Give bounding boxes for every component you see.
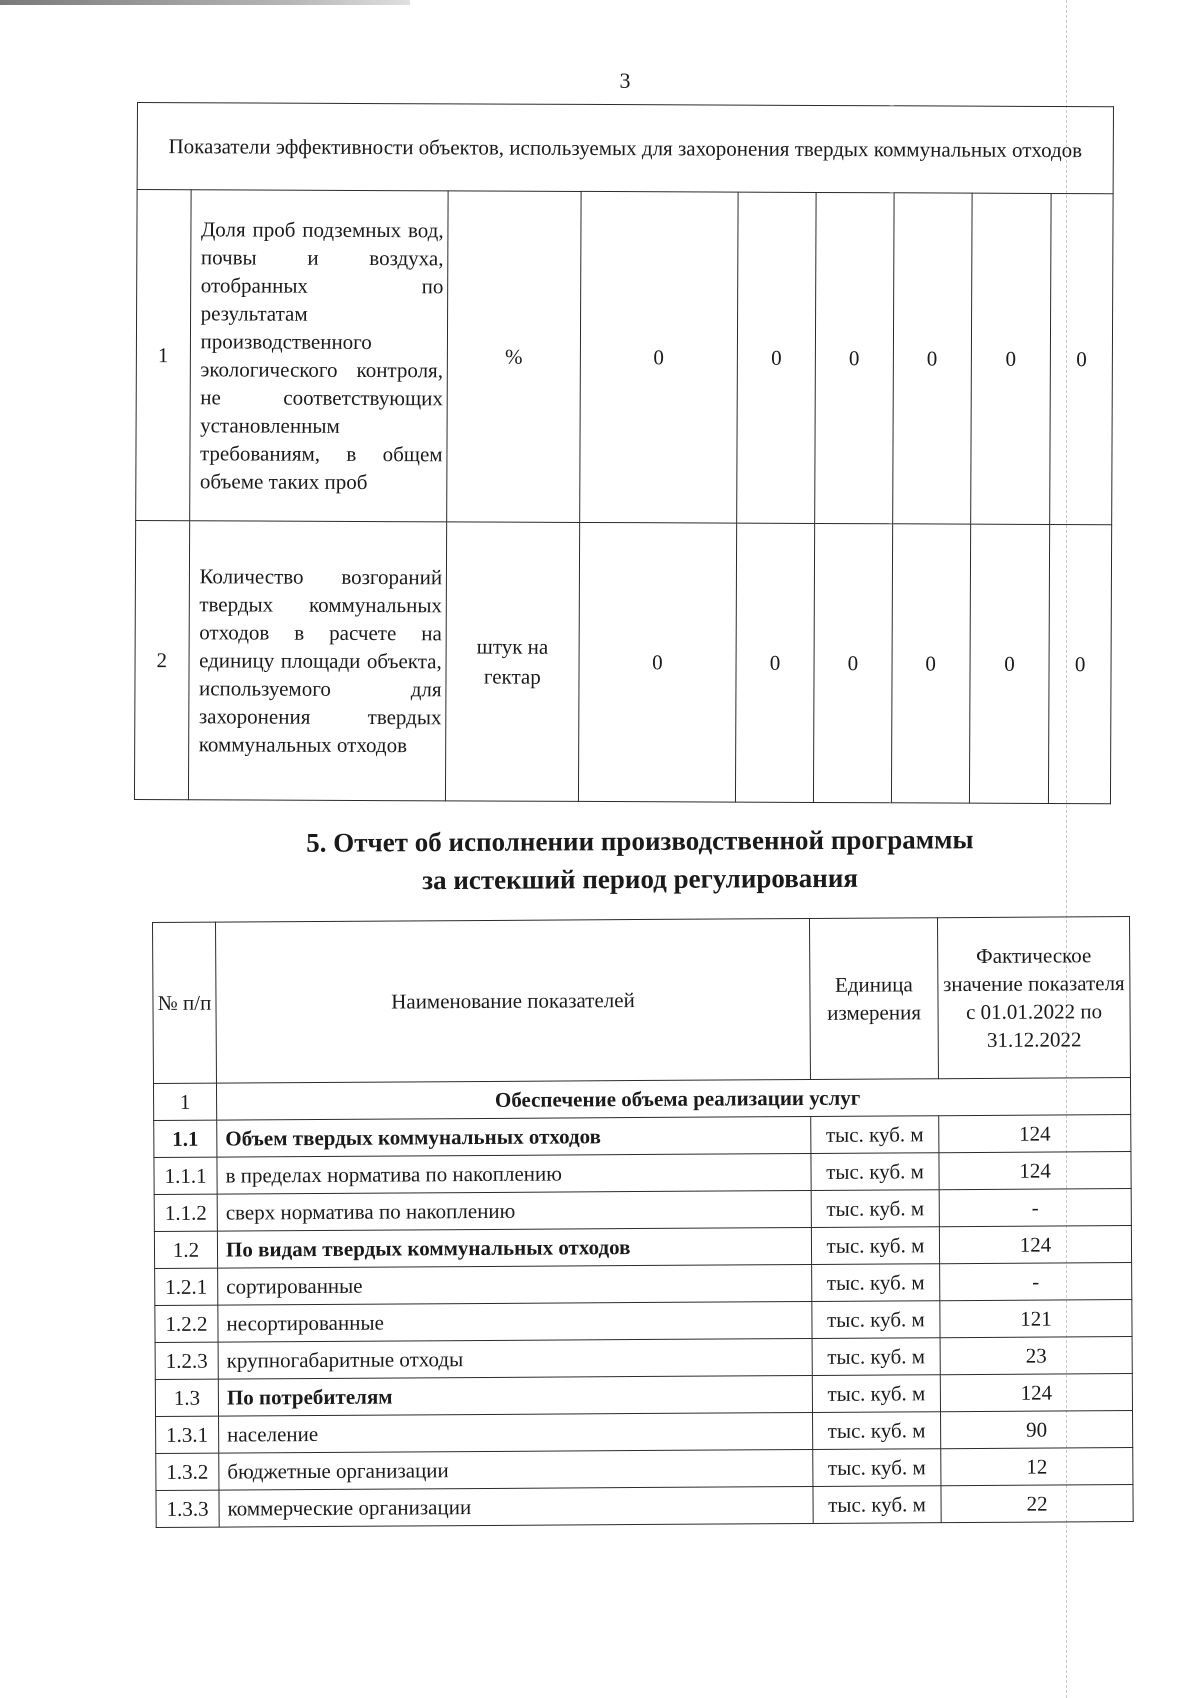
section-title: Обеспечение объема реализации услуг [216, 1078, 1130, 1121]
indicator-value: 124 [939, 1152, 1131, 1190]
section-heading [0, 819, 1200, 902]
table-row [155, 1374, 1132, 1417]
indicator-value: 0 [579, 191, 738, 523]
indicator-unit: тыс. куб. м [811, 1116, 939, 1154]
page-number: 3 [619, 68, 631, 93]
indicator-value: 12 [941, 1448, 1133, 1486]
row-number: 1 [136, 190, 191, 521]
indicator-value: 0 [813, 523, 892, 802]
row-number: 1.1.1 [154, 1157, 217, 1194]
indicator-name: крупногабаритные отходы [218, 1338, 812, 1379]
row-number: 1.1.2 [154, 1194, 217, 1231]
indicator-unit: штук на гектар [446, 522, 580, 802]
table-header-row [153, 917, 1131, 1084]
scan-edge-shadow [0, 0, 410, 5]
indicator-value: - [940, 1263, 1132, 1301]
row-number: 1.2.1 [155, 1268, 218, 1305]
header-name: Наименование показателей [216, 918, 811, 1083]
row-number: 1.1 [154, 1120, 217, 1157]
table-row [155, 1263, 1132, 1306]
indicator-value: 0 [578, 522, 737, 802]
indicator-value: 0 [737, 192, 816, 523]
indicator-value: 0 [1050, 193, 1113, 524]
indicator-unit: тыс. куб. м [812, 1338, 940, 1376]
row-number: 1.3 [155, 1379, 218, 1416]
table-row [156, 1448, 1133, 1491]
indicator-value: 0 [970, 193, 1051, 524]
section-heading-line2: за истекший период регулирования [422, 862, 859, 896]
indicator-name: бюджетные организации [219, 1449, 813, 1490]
indicator-value: 0 [891, 524, 970, 803]
row-number: 1.3.1 [156, 1416, 219, 1453]
indicator-value: 124 [939, 1115, 1131, 1153]
indicator-value: 0 [815, 192, 894, 523]
indicator-value: 22 [941, 1485, 1133, 1523]
section-heading-line1: 5. Отчет об исполнении производственной программы [306, 824, 974, 858]
indicator-unit: тыс. куб. м [813, 1412, 941, 1450]
indicator-value: 0 [969, 524, 1050, 803]
table-row [155, 1337, 1132, 1380]
indicator-name: коммерческие организации [219, 1486, 813, 1527]
table-row [154, 1189, 1131, 1232]
indicator-value: 0 [736, 523, 815, 802]
table-row [156, 1485, 1133, 1528]
header-num: № п/п [153, 922, 217, 1083]
table-row [154, 1152, 1131, 1195]
row-number: 1.3.3 [156, 1490, 219, 1527]
section-row [153, 1078, 1130, 1121]
row-number: 1.2 [154, 1231, 217, 1268]
table-row [136, 190, 1113, 525]
indicator-unit: тыс. куб. м [813, 1449, 941, 1487]
row-number: 1.2.3 [155, 1342, 218, 1379]
indicator-unit: тыс. куб. м [812, 1301, 940, 1339]
indicator-name: несортированные [218, 1301, 812, 1342]
indicator-unit: тыс. куб. м [813, 1486, 941, 1524]
indicator-value: 0 [892, 193, 971, 524]
section-num: 1 [153, 1083, 216, 1120]
table-row [156, 1411, 1133, 1454]
indicator-name: По потребителям [218, 1375, 812, 1416]
indicator-value: - [939, 1189, 1131, 1227]
table-row [154, 1115, 1131, 1158]
production-program-report-table [152, 916, 1134, 1528]
indicator-name: По видам твердых коммунальных отходов [217, 1227, 811, 1268]
row-number: 2 [134, 520, 189, 799]
efficiency-indicators-table [134, 102, 1114, 804]
indicator-unit: % [447, 191, 581, 523]
indicator-name: в пределах норматива по накоплению [217, 1153, 811, 1194]
indicator-value: 124 [939, 1226, 1131, 1264]
table1-caption: Показатели эффективности объектов, используемых для захоронения твердых коммунальных отходов [137, 103, 1113, 194]
indicator-value: 124 [940, 1374, 1132, 1412]
indicator-name: население [219, 1412, 813, 1453]
indicator-name: Доля проб подземных вод, почвы и воздуха, отобранных по результатам производственного экологического контроля, не соответствующих установленным требованиям, в общем объеме таких проб [189, 190, 448, 522]
row-number: 1.2.2 [155, 1305, 218, 1342]
indicator-value: 121 [940, 1300, 1132, 1338]
indicator-value: 23 [940, 1337, 1132, 1375]
indicator-unit: тыс. куб. м [812, 1375, 940, 1413]
row-number: 1.3.2 [156, 1453, 219, 1490]
indicator-name: Объем твердых коммунальных отходов [217, 1116, 811, 1157]
table-row [134, 520, 1111, 803]
indicator-value: 0 [1049, 524, 1112, 803]
header-value: Фактическое значение показателя с 01.01.2022 по 31.12.2022 [937, 917, 1130, 1079]
indicator-unit: тыс. куб. м [811, 1153, 939, 1191]
table-row [155, 1300, 1132, 1343]
indicator-name: сверх норматива по накоплению [217, 1190, 811, 1231]
indicator-unit: тыс. куб. м [811, 1190, 939, 1228]
header-unit: Единица измерения [809, 918, 938, 1080]
indicator-name: Количество возгораний твердых коммунальных отходов в расчете на единицу площади объекта, используемого для захоронения твердых коммунальных отходов [188, 521, 447, 801]
indicator-unit: тыс. куб. м [812, 1264, 940, 1302]
indicator-name: сортированные [218, 1264, 812, 1305]
table-row [154, 1226, 1131, 1269]
indicator-unit: тыс. куб. м [811, 1227, 939, 1265]
indicator-value: 90 [941, 1411, 1133, 1449]
